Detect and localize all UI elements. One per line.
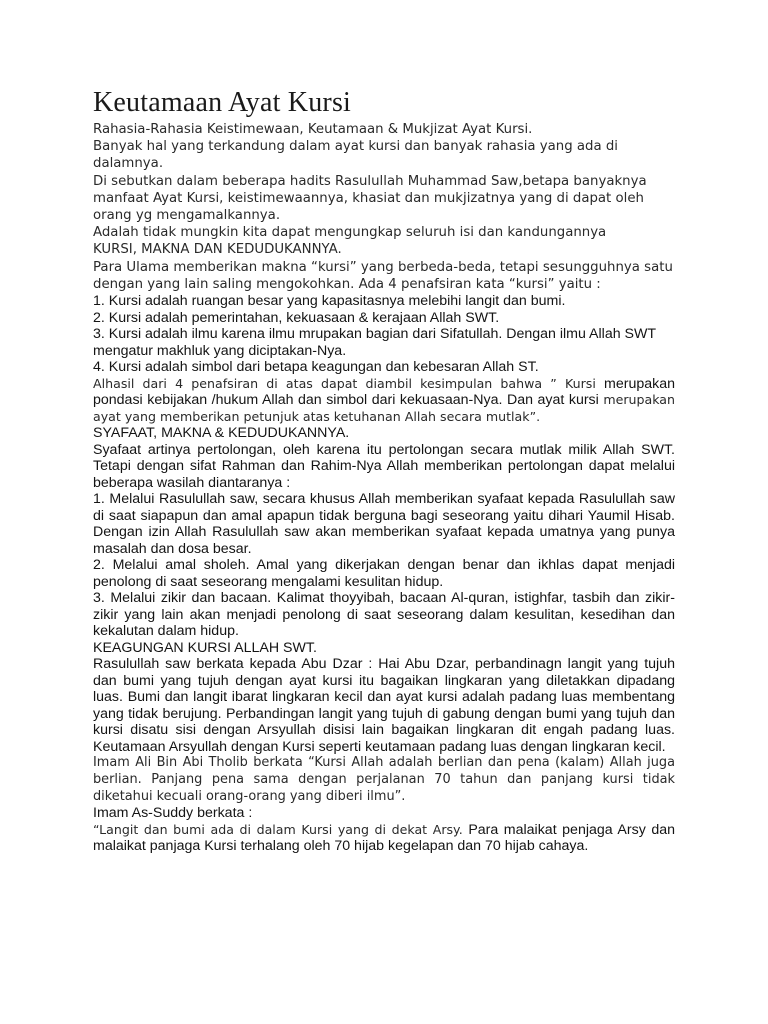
list-item-1: 1. Kursi adalah ruangan besar yang kapasitasnya melebihi langit dan bumi.	[93, 293, 566, 310]
section-heading-keagungan: KEAGUNGAN KURSI ALLAH SWT.	[93, 639, 317, 656]
list-item-3: 3. Kursi adalah ilmu karena ilmu mrupakan bagian dari Sifatullah. Dengan ilmu Allah SWT mengatur makhluk yang diciptakan-Nya.	[93, 326, 656, 359]
section-heading-kursi: KURSI, MAKNA DAN KEDUDUKANNYA.	[93, 242, 342, 258]
syafaat-item-3: 3. Melalui zikir dan bacaan. Kalimat thoyyibah, bacaan Al-quran, istighfar, tasbih dan zikir-zikir yang lain akan menjadi penolong di saat seseorang dalam kesulitan, kesedihan dan kekalutan dalam hidup.	[93, 590, 675, 640]
content-paragraph: Adalah tidak mungkin kita dapat mengungkap seluruh isi dan kandungannya	[93, 225, 607, 241]
section-heading-syafaat: SYAFAAT, MAKNA & KEDUDUKANNYA.	[93, 425, 350, 442]
document-page	[93, 86, 675, 855]
syafaat-paragraph: Syafaat artinya pertolongan, oleh karena itu pertolongan secara mutlak milik Allah SWT. Tetapi dengan sifat Rahman dan Rahim-Nya Allah memberikan pertolongan dapat melalui beberapa wasilah diantaranya :	[93, 441, 675, 491]
conclusion-paragraph	[93, 376, 675, 426]
conclusion-part-b: merupakan pondasi kebijakan /hukum Allah dan simbol dari kekuasaan-Nya. Dan ayat kursi	[93, 375, 675, 409]
ulama-paragraph: Para Ulama memberikan makna “kursi” yang berbeda-beda, tetapi sesungguhnya satu dengan yang lain saling mengokohkan. Ada 4 penafsiran kata “kursi” yaitu :	[93, 259, 673, 292]
syafaat-item-1: 1. Melalui Rasulullah saw, secara khusus Allah memberikan syafaat kepada Rasulullah saw di saat siapapun dan amal apapun tidak berguna bagi seseorang yaitu dihari Yaumil Hisab. Dengan izin Allah Rasulullah saw akan memberikan syafaat kepada umatnya yang punya masalah dan dosa besar.	[93, 491, 675, 557]
final-part-b: Para malaikat penjaga Arsy dan malaikat panjaga Kursi terhalang oleh 70 hijab kegelapan dan 70 hijab cahaya.	[93, 821, 675, 855]
imam-suddy-heading: Imam As-Suddy berkata :	[93, 805, 253, 822]
final-paragraph	[93, 822, 675, 855]
final-part-a: “Langit dan bumi ada di dalam Kursi yang di dekat Arsy.	[93, 821, 469, 837]
list-item-2: 2. Kursi adalah pemerintahan, kekuasaan & kerajaan Allah SWT.	[93, 309, 500, 326]
conclusion-part-c: merupakan ayat yang memberikan petunjuk atas ketuhanan Allah secara mutlak”.	[93, 392, 675, 424]
hadith-paragraph: Di sebutkan dalam beberapa hadits Rasulullah Muhammad Saw,betapa banyaknya manfaat Ayat Kursi, keistimewaannya, khasiat dan mukjizatnya yang di dapat oleh orang yg mengamalkannya.	[93, 173, 647, 224]
subtitle-paragraph: Rahasia-Rahasia Keistimewaan, Keutamaan & Mukjizat Ayat Kursi.	[93, 122, 533, 137]
abu-dzar-paragraph: Rasulullah saw berkata kepada Abu Dzar : Hai Abu Dzar, perbandinagn langit yang tujuh dan bumi yang tujuh dengan ayat kursi itu bagaikan lingkaran yang diletakkan dipadang luas. Bumi dan langit ibarat lingkaran kecil dan ayat kursi adalah padang luas membentang yang tidak berujung. Perbandingan langit yang tujuh di gabung dengan bumi yang tujuh dan kursi disatu sisi dengan Arsyullah disisi lain bagaikan lingkaran dit engah padang luas. Keutamaan Arsyullah dengan Kursi seperti keutamaan padang luas dengan lingkaran kecil.	[93, 656, 675, 755]
list-item-4: 4. Kursi adalah simbol dari betapa keagungan dan kebesaran Allah ST.	[93, 359, 539, 376]
conclusion-part-a: Alhasil dari 4 penafsiran di atas dapat diambil kesimpulan bahwa ” Kursi	[93, 375, 605, 391]
intro-paragraph: Banyak hal yang terkandung dalam ayat kursi dan banyak rahasia yang ada di dalamnya.	[93, 139, 618, 172]
imam-ali-paragraph: Imam Ali Bin Abi Tholib berkata “Kursi Allah adalah berlian dan pena (kalam) Allah juga berlian. Panjang pena sama dengan perjalanan 70 tahun dan panjang kursi tidak diketahui kecuali orang-orang yang diberi ilmu”.	[93, 755, 675, 804]
document-title: Keutamaan Ayat Kursi	[93, 87, 352, 118]
syafaat-item-2: 2. Melalui amal sholeh. Amal yang dikerjakan dengan benar dan ikhlas dapat menjadi penolong di saat seseorang mengalami kesulitan hidup.	[93, 557, 675, 590]
